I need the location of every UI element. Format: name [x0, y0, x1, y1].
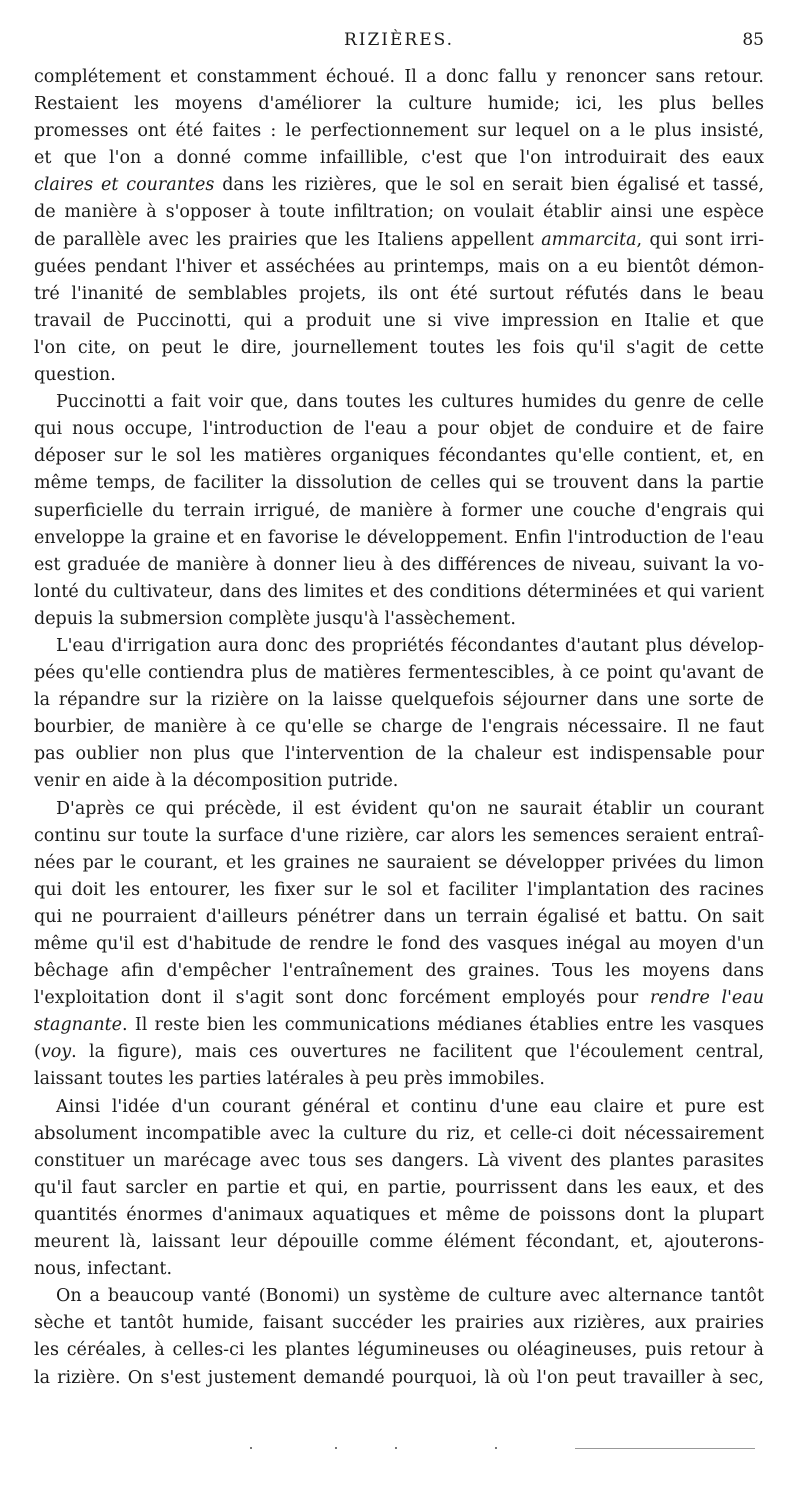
text-line: déposer sur le sol les matières organiques fécondantes qu'elle contient, et, en — [34, 446, 764, 467]
text-line: de manière à s'opposer à toute infiltration; on voulait établir ainsi une espèce — [34, 202, 764, 223]
text-line: constituer un marécage avec tous ses dangers. Là vivent des plantes parasites — [34, 1150, 764, 1171]
text-line: question. — [34, 365, 116, 386]
text-run: . la figure), mais ces ouvertures ne facilitent que l'écoulement central, — [71, 1042, 764, 1063]
text-line: enveloppe la graine et en favorise le développement. Enfin l'introduction de l'eau — [34, 527, 764, 548]
text-line: bêchage afin d'empêcher l'entraînement des graines. Tous les moyens dans — [34, 961, 764, 982]
text-line: quantités énormes d'animaux aquatiques et même de poissons dont la plupart — [34, 1204, 764, 1225]
text-line: promesses ont été faites : le perfectionnement sur lequel on a le plus insisté, — [34, 121, 764, 142]
book-page — [34, 30, 764, 1392]
text-line — [34, 1039, 764, 1066]
italic-text: claires et courantes — [34, 175, 215, 196]
text-line: continu sur toute la surface d'une rizière, car alors les semences seraient entraî- — [34, 825, 764, 846]
text-line — [34, 985, 764, 1012]
text-line: qui doit les entourer, les fixer sur le sol et faciliter l'implantation des racines — [34, 879, 764, 900]
italic-text: voy — [40, 1042, 72, 1063]
text-line: guées pendant l'hiver et asséchées au printemps, mais on a eu bientôt démon- — [34, 256, 764, 277]
text-line: pées qu'elle contiendra plus de matières fermentescibles, à ce point qu'avant de — [34, 663, 764, 684]
text-line: l'on cite, on peut le dire, journellement toutes les fois qu'il s'agit de cette — [34, 337, 764, 358]
page-number: 85 — [742, 30, 764, 50]
text-line: qu'il faut sarcler en partie et qui, en partie, pourrissent dans les eaux, et des — [34, 1177, 764, 1198]
text-line: tré l'inanité de semblables projets, ils ont été surtout réfutés dans le beau — [34, 283, 764, 304]
text-line: qui ne pourraient d'ailleurs pénétrer dans un terrain égalisé et battu. On sait — [34, 906, 764, 927]
text-line: Restaient les moyens d'améliorer la culture humide; ici, les plus belles — [34, 94, 764, 115]
text-run: , qui sont irri- — [636, 229, 764, 250]
bottom-margin-marks — [240, 1444, 760, 1454]
text-line: travail de Puccinotti, qui a produit une si vive impression en Italie et que — [34, 310, 764, 331]
text-line: D'après ce qui précède, il est évident qu'on ne saurait établir un courant — [56, 798, 764, 819]
text-line: la répandre sur la rizière on la laisse quelquefois séjourner dans une sorte de — [34, 690, 764, 711]
text-run: dans les rizières, que le sol en serait bien égalisé et tassé, — [214, 175, 764, 196]
text-line: nées par le courant, et les graines ne sauraient se développer privées du limon — [34, 852, 764, 873]
text-line: bourbier, de manière à ce qu'elle se charge de l'engrais nécessaire. Il ne faut — [34, 717, 764, 738]
running-head — [34, 30, 764, 52]
italic-text: stagnante — [34, 1015, 123, 1036]
text-line: pas oublier non plus que l'intervention de la chaleur est indispensable pour — [34, 744, 764, 765]
text-line: les céréales, à celles-ci les plantes légumineuses ou oléagineuses, puis retour à — [34, 1340, 764, 1361]
text-line: Ainsi l'idée d'un courant général et continu d'une eau claire et pure est — [56, 1096, 764, 1117]
text-line: et que l'on a donné comme infaillible, c'est que l'on introduirait des eaux — [34, 148, 764, 169]
text-run: ( — [34, 1042, 41, 1063]
text-line: venir en aide à la décomposition putride. — [34, 771, 399, 792]
text-line: lonté du cultivateur, dans des limites et des conditions déterminées et qui varient — [34, 581, 764, 602]
text-line: sèche et tantôt humide, faisant succéder les prairies aux rizières, aux prairies — [34, 1313, 764, 1334]
text-line: complétement et constamment échoué. Il a donc fallu y renoncer sans retour. — [34, 67, 764, 87]
body-text — [34, 64, 764, 1392]
running-title: RIZIÈRES. — [343, 30, 455, 50]
text-line: On a beaucoup vanté (Bonomi) un système de culture avec alternance tantôt — [56, 1286, 764, 1307]
text-line: L'eau d'irrigation aura donc des propriétés fécondantes d'autant plus dévelop- — [56, 635, 764, 656]
text-line — [34, 1012, 764, 1039]
text-line — [34, 172, 764, 199]
text-line — [34, 227, 764, 254]
text-line: absolument incompatible avec la culture du riz, et celle-ci doit nécessairement — [34, 1123, 764, 1144]
text-line: qui nous occupe, l'introduction de l'eau a pour objet de conduire et de faire — [34, 419, 764, 440]
text-line: est graduée de manière à donner lieu à des différences de niveau, suivant la vo- — [34, 554, 764, 575]
text-line: la rizière. On s'est justement demandé pourquoi, là où l'on peut travailler à sec, — [34, 1367, 764, 1388]
text-line: meurent là, laissant leur dépouille comme élément fécondant, et, ajouterons- — [34, 1232, 764, 1253]
text-run: l'exploitation dont il s'agit sont donc forcément employés pour — [34, 988, 650, 1009]
text-line: même temps, de faciliter la dissolution de celles qui se trouvent dans la partie — [34, 473, 764, 494]
text-line: Puccinotti a fait voir que, dans toutes les cultures humides du genre de celle — [56, 392, 764, 413]
text-run: de parallèle avec les prairies que les Italiens appellent — [34, 229, 542, 250]
text-line: laissant toutes les parties latérales à peu près immobiles. — [34, 1069, 545, 1090]
text-line: même qu'il est d'habitude de rendre le fond des vasques inégal au moyen d'un — [34, 934, 764, 954]
text-line: superficielle du terrain irrigué, de manière à former une couche d'engrais qui — [34, 500, 764, 521]
text-run: . Il reste bien les communications médianes établies entre les vasques — [122, 1015, 764, 1036]
text-line: nous, infectant. — [34, 1259, 173, 1280]
italic-text: rendre l'eau — [649, 988, 764, 1009]
text-line: depuis la submersion complète jusqu'à l'assèchement. — [34, 608, 516, 629]
italic-text: ammarcita — [541, 229, 637, 250]
